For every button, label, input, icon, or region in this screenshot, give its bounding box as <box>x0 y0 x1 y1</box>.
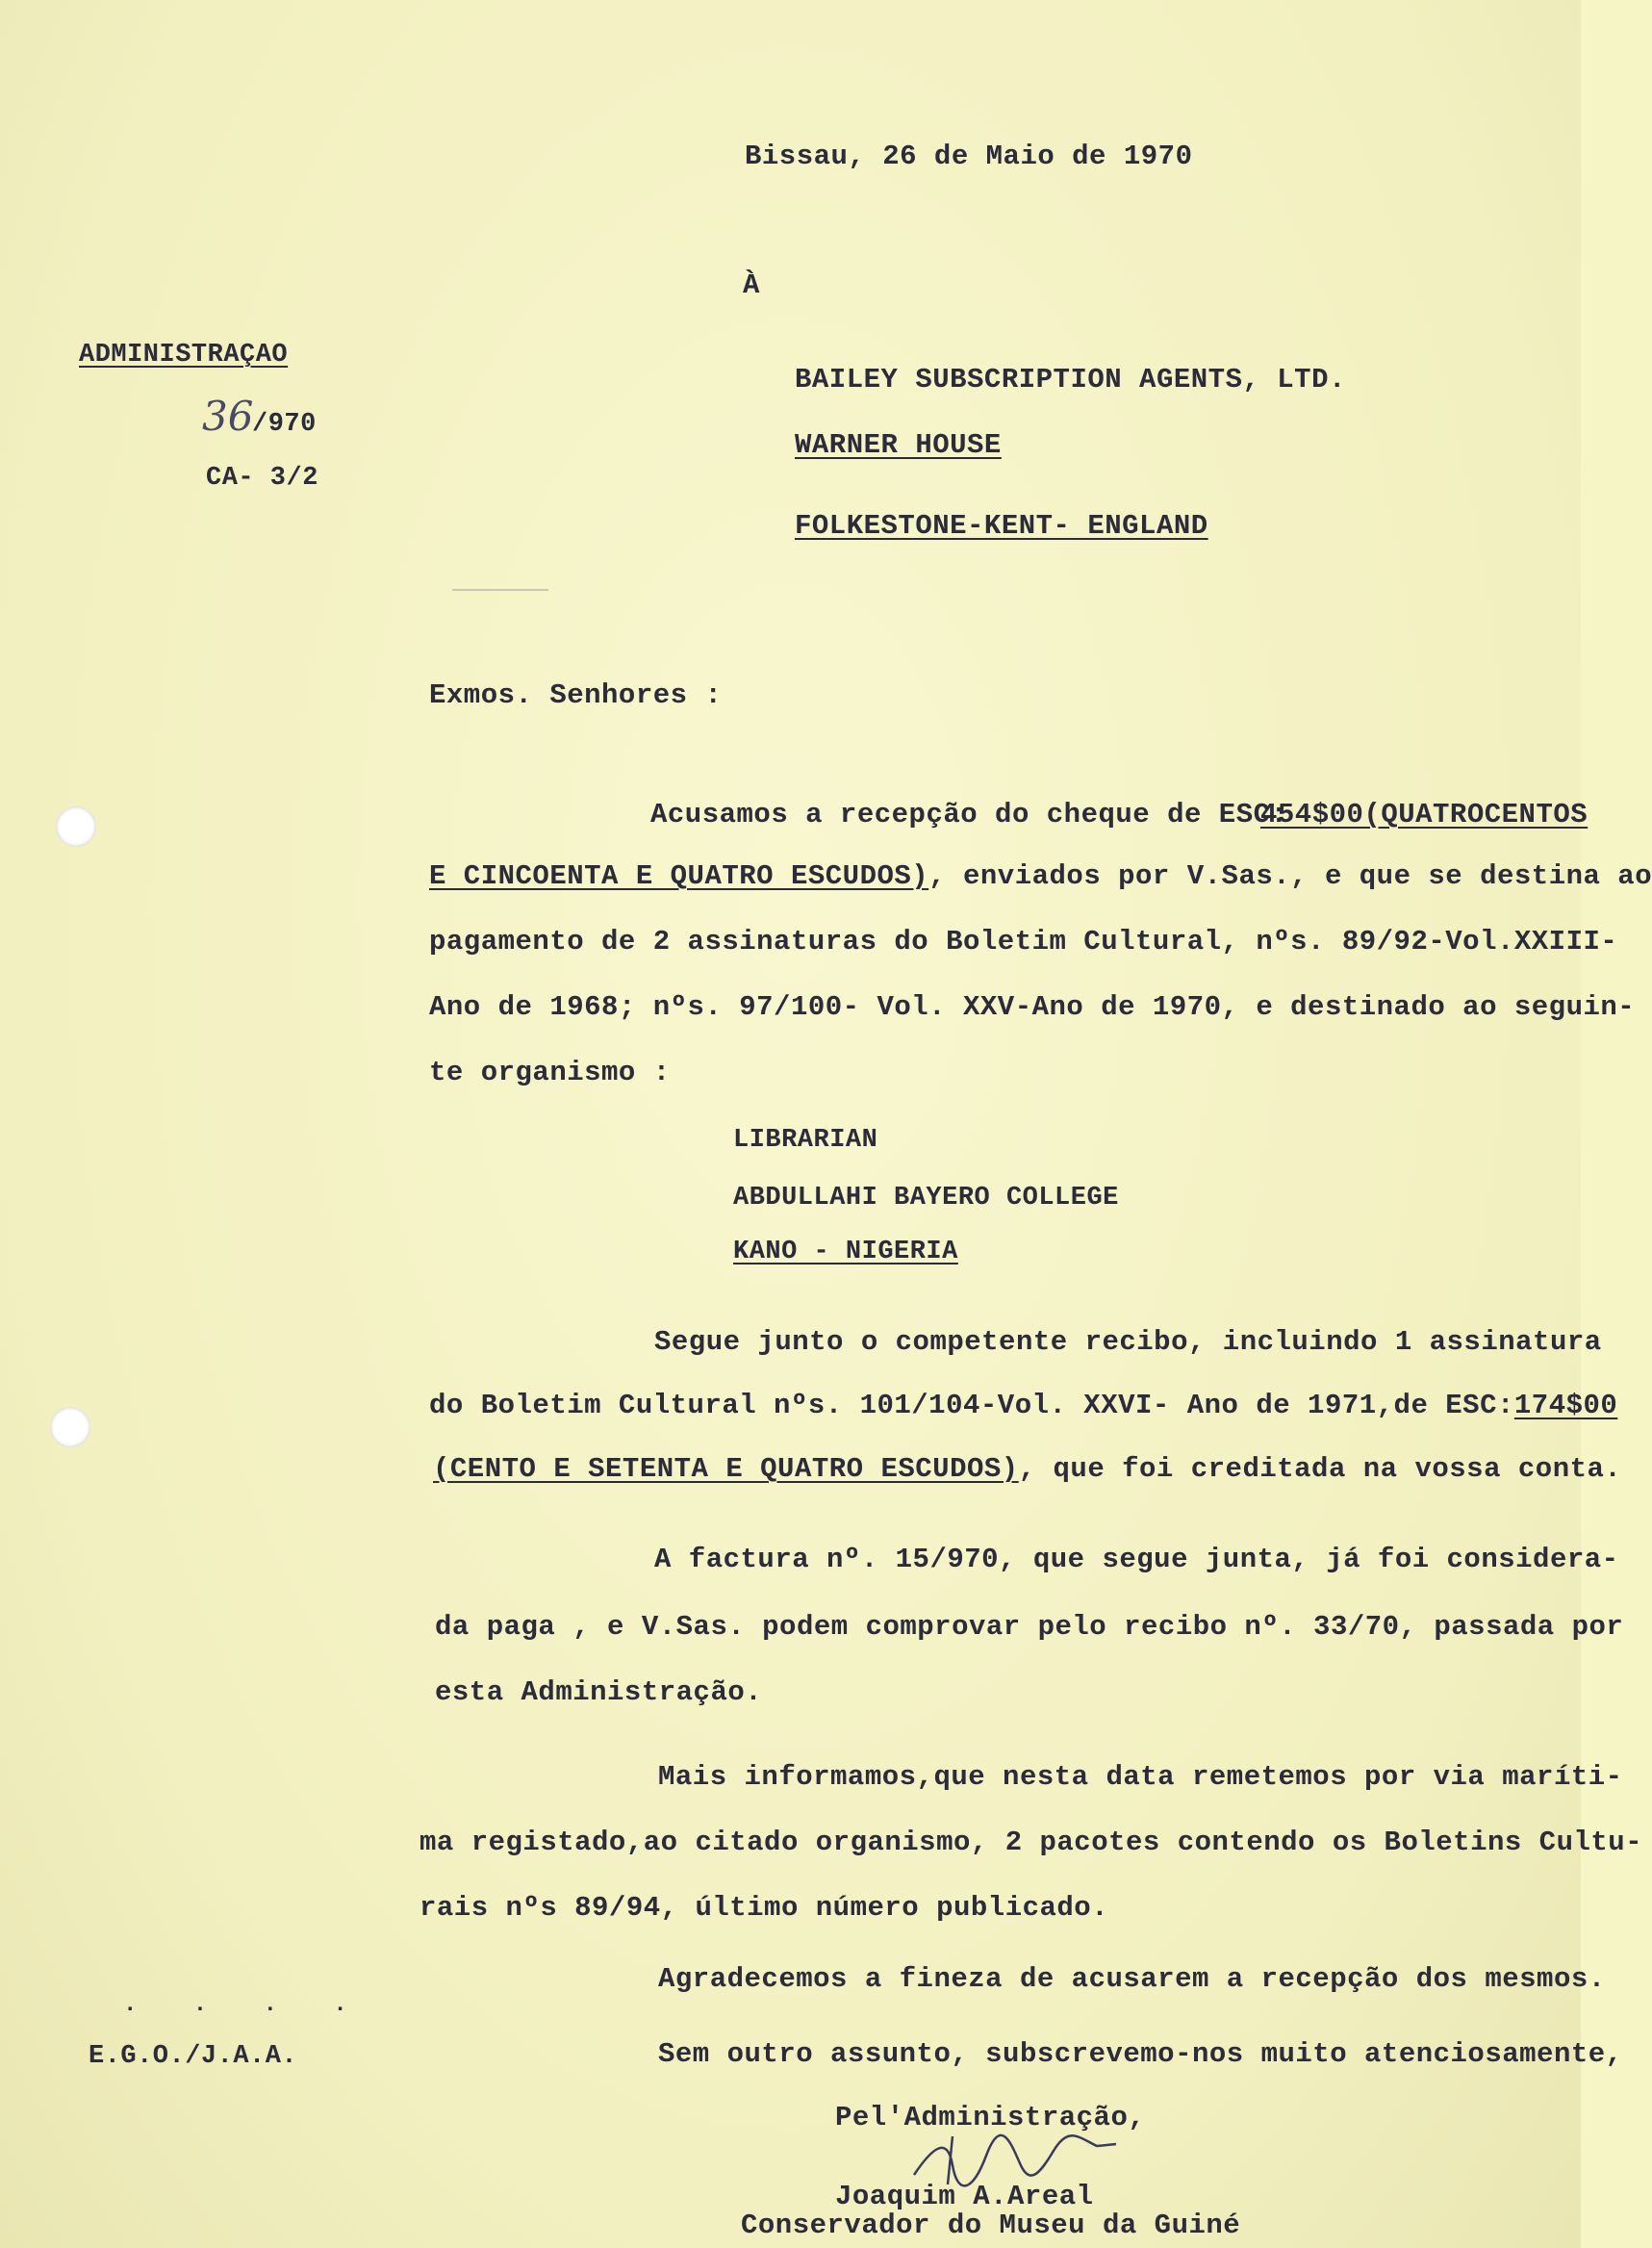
library-line3: KANO - NIGERIA <box>733 1238 958 1266</box>
admin-ref-handwritten: 36 <box>202 393 254 440</box>
closing-title: Conservador do Museu da Guiné <box>741 2210 1241 2241</box>
para2-amount-words: (CENTO E SETENTA E QUATRO ESCUDOS) <box>433 1453 1019 1485</box>
recipient-city: FOLKESTONE-KENT- ENGLAND <box>795 510 1208 542</box>
para3-line2: da paga , e V.Sas. podem comprovar pelo recibo nº. 33/70, passada por <box>435 1611 1624 1643</box>
to-marker: À <box>743 269 760 301</box>
faint-mark <box>452 589 548 591</box>
closing-name: Joaquim A.Areal <box>835 2181 1094 2212</box>
para1-amount-words: E CINCOENTA E QUATRO ESCUDOS) <box>429 860 929 892</box>
para2-amount: 174$00 <box>1513 1390 1618 1421</box>
salutation: Exmos. Senhores : <box>429 679 723 711</box>
recipient-company: BAILEY SUBSCRIPTION AGENTS, LTD. <box>795 364 1346 396</box>
closing-pel: Pel'Administração, <box>835 2102 1146 2133</box>
para4-line3: rais nºs 89/94, último número publicado. <box>419 1892 1109 1924</box>
para1-line3: pagamento de 2 assinaturas do Boletim Cultural, nºs. 89/92-Vol.XXIII- <box>429 926 1618 958</box>
para6: Sem outro assunto, subscrevemo-nos muito atenciosamente, <box>658 2038 1623 2070</box>
para4-line2: ma registado,ao citado organismo, 2 pacotes contendo os Boletins Cultu- <box>419 1826 1643 1858</box>
para1-line2-rest: , enviados por V.Sas., e que se destina ao <box>928 860 1652 892</box>
library-line1: LIBRARIAN <box>733 1126 878 1155</box>
para5: Agradecemos a fineza de acusarem a recepção dos mesmos. <box>658 1963 1606 1995</box>
punch-hole-bottom <box>50 1407 90 1447</box>
para1-line4: Ano de 1968; nºs. 97/100- Vol. XXV-Ano de 1970, e destinado ao seguin- <box>429 991 1636 1023</box>
para3-line3: esta Administração. <box>435 1676 763 1708</box>
recipient-building: WARNER HOUSE <box>795 429 1002 461</box>
para2-line1: Segue junto o competente recibo, incluindo 1 assinatura <box>654 1326 1602 1358</box>
initials: E.G.O./J.A.A. <box>89 2042 298 2071</box>
para1-amount: 454$00(QUATROCENTOS <box>1260 799 1588 830</box>
date-line: Bissau, 26 de Maio de 1970 <box>745 140 1193 172</box>
para2-line2-start: do Boletim Cultural nºs. 101/104-Vol. XXVI- Ano de 1971,de ESC: <box>429 1390 1514 1421</box>
para1-line5: te organismo : <box>429 1057 671 1088</box>
admin-ref-year: /970 <box>252 410 317 439</box>
para1-line1-start: Acusamos a recepção do cheque de ESC: <box>650 799 1288 830</box>
punch-hole-top <box>56 806 96 847</box>
para3-line1: A factura nº. 15/970, que segue junta, já foi considera- <box>654 1544 1619 1575</box>
margin-dots: . . . . <box>123 1992 369 2018</box>
library-line2: ABDULLAHI BAYERO COLLEGE <box>733 1184 1119 1213</box>
admin-heading: ADMINISTRAÇAO <box>79 341 289 370</box>
admin-ref-code: CA- 3/2 <box>206 464 318 493</box>
para4-line1: Mais informamos,que nesta data remetemos por via maríti- <box>658 1761 1623 1793</box>
para2-line3-rest: , que foi creditada na vossa conta. <box>1018 1453 1622 1485</box>
